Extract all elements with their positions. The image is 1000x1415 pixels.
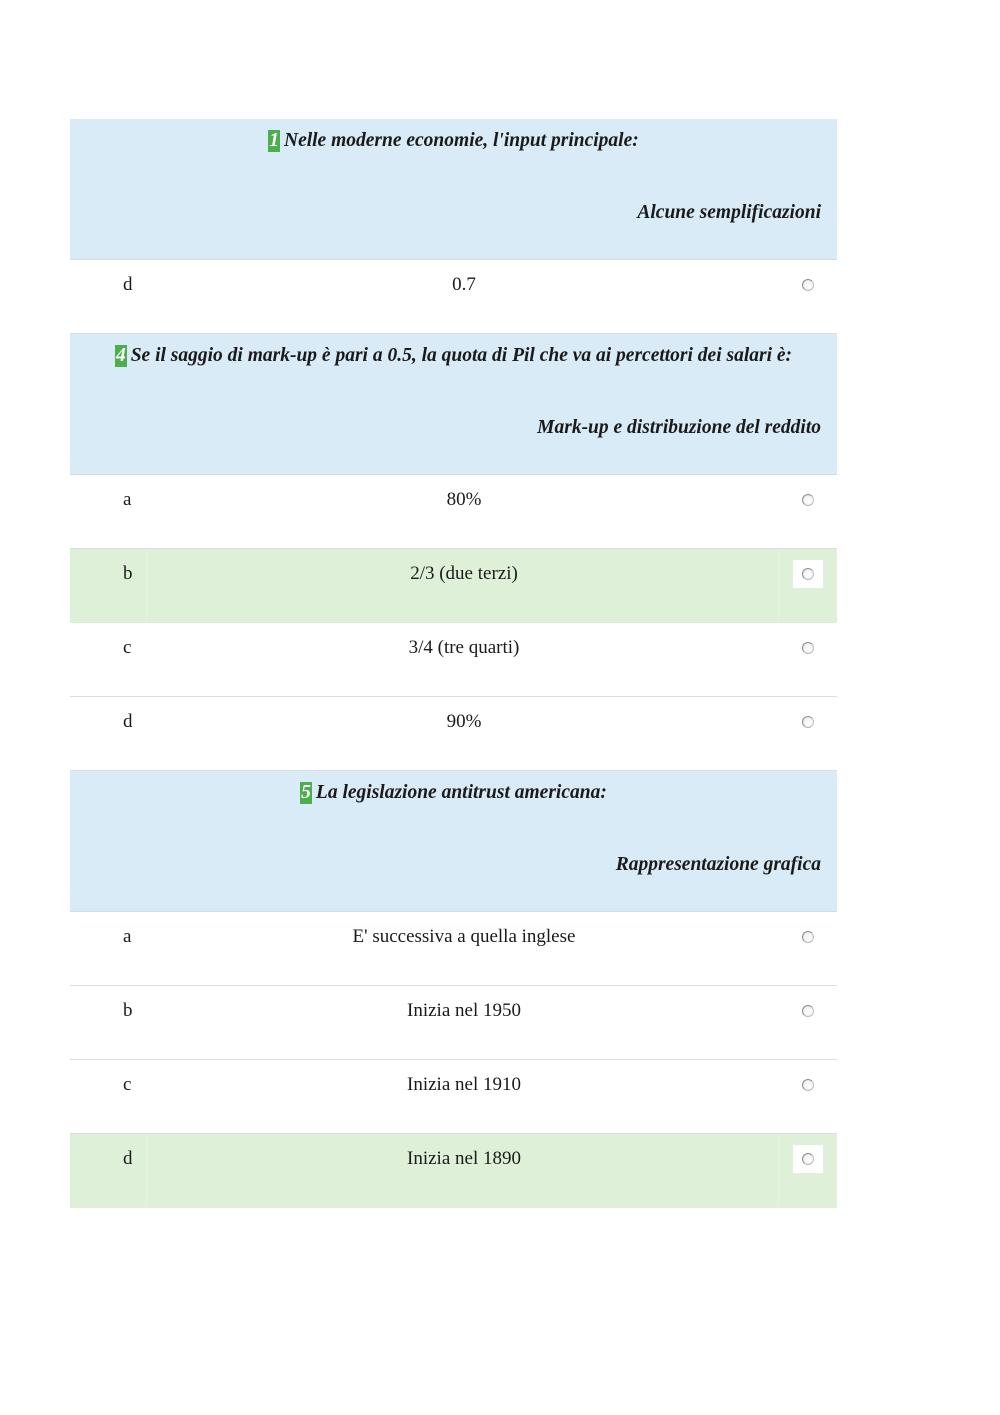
answer-text: 3/4 (tre quarti)	[408, 637, 520, 658]
answer-letter: b	[123, 1000, 133, 1021]
radio-button-icon[interactable]	[802, 568, 814, 580]
question-text: Se il saggio di mark-up è pari a 0.5, la quota di Pil che va ai percettori dei salari è:	[130, 345, 793, 366]
answer-row-correct[interactable]	[70, 1134, 837, 1208]
answer-row[interactable]	[70, 475, 837, 549]
answer-row[interactable]	[70, 986, 837, 1060]
radio-button-icon[interactable]	[802, 931, 814, 943]
question-text: La legislazione antitrust americana:	[315, 782, 607, 803]
radio-button-icon[interactable]	[802, 1005, 814, 1017]
radio-button-icon[interactable]	[802, 279, 814, 291]
answer-text: Inizia nel 1950	[407, 1000, 521, 1021]
answer-row[interactable]	[70, 912, 837, 986]
answer-radio-cell[interactable]	[793, 923, 823, 951]
question-text: Nelle moderne economie, l'input principale:	[283, 130, 639, 151]
question-title	[90, 344, 817, 368]
question-header	[70, 334, 837, 475]
answer-row[interactable]	[70, 623, 837, 697]
answer-letter: b	[123, 563, 133, 584]
radio-button-icon[interactable]	[802, 716, 814, 728]
answer-row[interactable]	[70, 697, 837, 771]
question-title	[90, 129, 817, 153]
answer-letter: a	[123, 489, 132, 510]
answer-row-correct[interactable]	[70, 549, 837, 623]
question-header	[70, 119, 837, 260]
answer-text: 0.7	[452, 274, 476, 295]
answer-letter: d	[123, 1148, 133, 1169]
answer-row[interactable]	[70, 260, 837, 334]
quiz-container	[70, 119, 837, 1208]
answer-radio-cell[interactable]	[793, 634, 823, 662]
radio-button-icon[interactable]	[802, 494, 814, 506]
radio-button-icon[interactable]	[802, 1153, 814, 1165]
question-topic: Rappresentazione grafica	[615, 854, 821, 875]
answer-letter: a	[123, 926, 132, 947]
question-number-badge: 1	[269, 130, 279, 151]
answer-text: Inizia nel 1890	[407, 1148, 521, 1169]
answer-row[interactable]	[70, 1060, 837, 1134]
answer-text: 80%	[446, 489, 482, 510]
answer-radio-cell[interactable]	[793, 486, 823, 514]
answer-letter: c	[123, 637, 132, 658]
answer-radio-cell[interactable]	[793, 997, 823, 1025]
question-title	[90, 781, 817, 805]
answer-text: 90%	[446, 711, 482, 732]
answer-radio-cell[interactable]	[793, 560, 823, 588]
question-topic: Alcune semplificazioni	[637, 202, 821, 223]
answer-letter: d	[123, 274, 133, 295]
question-header	[70, 771, 837, 912]
answer-radio-cell[interactable]	[793, 271, 823, 299]
question-number-badge: 5	[301, 782, 311, 803]
answer-text: E' successiva a quella inglese	[352, 926, 576, 947]
radio-button-icon[interactable]	[802, 1079, 814, 1091]
answer-radio-cell[interactable]	[793, 1145, 823, 1173]
answer-radio-cell[interactable]	[793, 708, 823, 736]
answer-text: Inizia nel 1910	[407, 1074, 521, 1095]
answer-text: 2/3 (due terzi)	[410, 563, 518, 584]
answer-letter: d	[123, 711, 133, 732]
answer-letter: c	[123, 1074, 132, 1095]
answer-radio-cell[interactable]	[793, 1071, 823, 1099]
question-number-badge: 4	[115, 345, 126, 366]
question-topic: Mark-up e distribuzione del reddito	[537, 417, 821, 438]
radio-button-icon[interactable]	[802, 642, 814, 654]
